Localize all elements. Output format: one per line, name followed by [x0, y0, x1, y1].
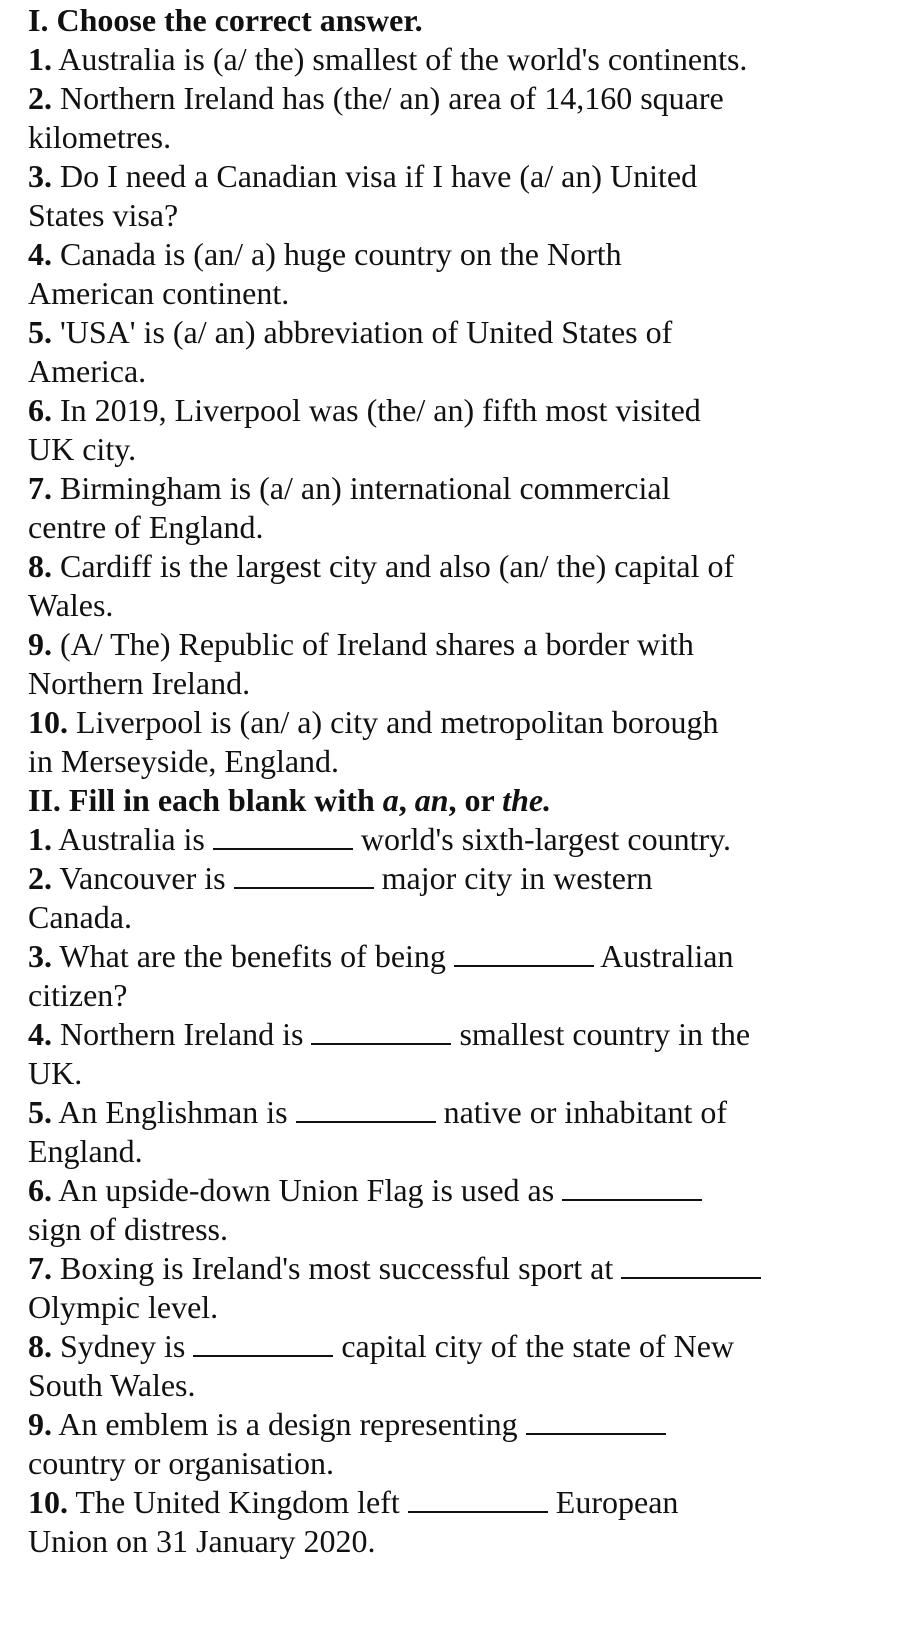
question-continuation: England.	[28, 1133, 143, 1169]
section-1-question-6	[28, 390, 701, 430]
question-number: 8.	[28, 1328, 52, 1364]
section-1-question-10	[28, 702, 719, 742]
question-text: In 2019, Liverpool was (the/ an) fifth most visited	[60, 392, 701, 428]
question-continuation: Union on 31 January 2020.	[28, 1523, 376, 1559]
question-continuation: America.	[28, 353, 147, 389]
question-text: 'USA' is (a/ an) abbreviation of United States of	[60, 314, 673, 350]
answer-blank[interactable]	[526, 1407, 666, 1435]
section-2-question-3	[28, 936, 733, 976]
question-text: Australia is (a/ the) smallest of the world's continents.	[58, 41, 748, 77]
heading-word-an: an	[414, 782, 449, 818]
section-1-question-1	[28, 39, 747, 79]
question-number: 9.	[28, 1406, 52, 1442]
question-text: Northern Ireland has (the/ an) area of 14,160 square	[60, 80, 724, 116]
question-continuation: citizen?	[28, 977, 128, 1013]
question-text-before: Sydney is	[60, 1328, 186, 1364]
answer-blank[interactable]	[193, 1329, 333, 1357]
question-number: 10.	[28, 704, 68, 740]
question-number: 2.	[28, 80, 52, 116]
section-1-question-2	[28, 78, 724, 118]
section-1-question-5	[28, 312, 672, 352]
question-number: 1.	[28, 41, 52, 77]
question-continuation: kilometres.	[28, 119, 172, 155]
answer-blank[interactable]	[234, 861, 374, 889]
heading-prefix: II. Fill in each blank with	[28, 782, 383, 818]
section-1-question-4	[28, 234, 622, 274]
question-number: 4.	[28, 236, 52, 272]
question-text: (A/ The) Republic of Ireland shares a border with	[60, 626, 694, 662]
question-continuation: country or organisation.	[28, 1445, 335, 1481]
question-number: 10.	[28, 1484, 68, 1520]
answer-blank[interactable]	[408, 1485, 548, 1513]
question-number: 9.	[28, 626, 52, 662]
question-continuation: American continent.	[28, 275, 290, 311]
section-2-question-7	[28, 1248, 761, 1288]
question-text: Do I need a Canadian visa if I have (a/ an) United	[60, 158, 698, 194]
question-text-before: An upside-down Union Flag is used as	[58, 1172, 555, 1208]
question-number: 6.	[28, 392, 52, 428]
question-text-before: The United Kingdom left	[75, 1484, 400, 1520]
section-1-question-3	[28, 156, 697, 196]
question-continuation: Canada.	[28, 899, 132, 935]
question-text: Birmingham is (a/ an) international commercial	[60, 470, 671, 506]
question-text-before: Northern Ireland is	[60, 1016, 304, 1052]
question-continuation: Northern Ireland.	[28, 665, 251, 701]
question-text-before: Boxing is Ireland's most successful sport at	[60, 1250, 614, 1286]
section-2-question-10	[28, 1482, 678, 1522]
question-continuation: UK.	[28, 1055, 83, 1091]
section-2-question-8	[28, 1326, 734, 1366]
section-1-question-9	[28, 624, 694, 664]
question-text-before: Australia is	[58, 821, 205, 857]
question-text: Liverpool is (an/ a) city and metropolitan borough	[76, 704, 719, 740]
heading-separator: ,	[398, 782, 415, 818]
section-2-question-2	[28, 858, 653, 898]
section-2-heading	[28, 780, 551, 820]
question-text-after: native or inhabitant of	[443, 1094, 728, 1130]
section-1-heading: I. Choose the correct answer.	[28, 2, 423, 38]
question-continuation: sign of distress.	[28, 1211, 228, 1247]
answer-blank[interactable]	[311, 1017, 451, 1045]
question-text-before: An emblem is a design representing	[58, 1406, 518, 1442]
question-number: 2.	[28, 860, 52, 896]
question-continuation: States visa?	[28, 197, 179, 233]
question-continuation: UK city.	[28, 431, 137, 467]
question-text-before: What are the benefits of being	[59, 938, 446, 974]
question-text-after: major city in western	[381, 860, 653, 896]
question-text-after: capital city of the state of New	[341, 1328, 735, 1364]
heading-separator: , or	[448, 782, 503, 818]
answer-blank[interactable]	[454, 939, 594, 967]
question-continuation: South Wales.	[28, 1367, 196, 1403]
question-number: 3.	[28, 938, 52, 974]
question-number: 7.	[28, 1250, 52, 1286]
question-continuation: Olympic level.	[28, 1289, 219, 1325]
section-2-question-6	[28, 1170, 702, 1210]
section-2-question-1	[28, 819, 731, 859]
question-text-after: Australian	[600, 938, 734, 974]
section-2-question-9	[28, 1404, 666, 1444]
answer-blank[interactable]	[621, 1251, 761, 1279]
question-continuation: Wales.	[28, 587, 114, 623]
question-number: 1.	[28, 821, 52, 857]
section-2-question-4	[28, 1014, 750, 1054]
answer-blank[interactable]	[562, 1173, 702, 1201]
question-text-after: smallest country in the	[459, 1016, 751, 1052]
section-2-question-5	[28, 1092, 727, 1132]
question-text-after: world's sixth-largest country.	[360, 821, 732, 857]
question-continuation: centre of England.	[28, 509, 264, 545]
heading-word-the: the	[502, 782, 544, 818]
question-text-after: European	[555, 1484, 679, 1520]
heading-word-a: a	[382, 782, 399, 818]
question-text-before: Vancouver is	[59, 860, 226, 896]
question-text-before: An Englishman is	[58, 1094, 288, 1130]
question-number: 5.	[28, 314, 52, 350]
question-number: 5.	[28, 1094, 52, 1130]
answer-blank[interactable]	[296, 1095, 436, 1123]
section-1-question-8	[28, 546, 734, 586]
question-text: Canada is (an/ a) huge country on the North	[60, 236, 622, 272]
question-text: Cardiff is the largest city and also (an/ the) capital of	[60, 548, 735, 584]
question-continuation: in Merseyside, England.	[28, 743, 340, 779]
heading-period: .	[543, 782, 552, 818]
section-1-question-7	[28, 468, 670, 508]
question-number: 8.	[28, 548, 52, 584]
answer-blank[interactable]	[213, 822, 353, 850]
question-number: 7.	[28, 470, 52, 506]
question-number: 4.	[28, 1016, 52, 1052]
question-number: 3.	[28, 158, 52, 194]
question-number: 6.	[28, 1172, 52, 1208]
